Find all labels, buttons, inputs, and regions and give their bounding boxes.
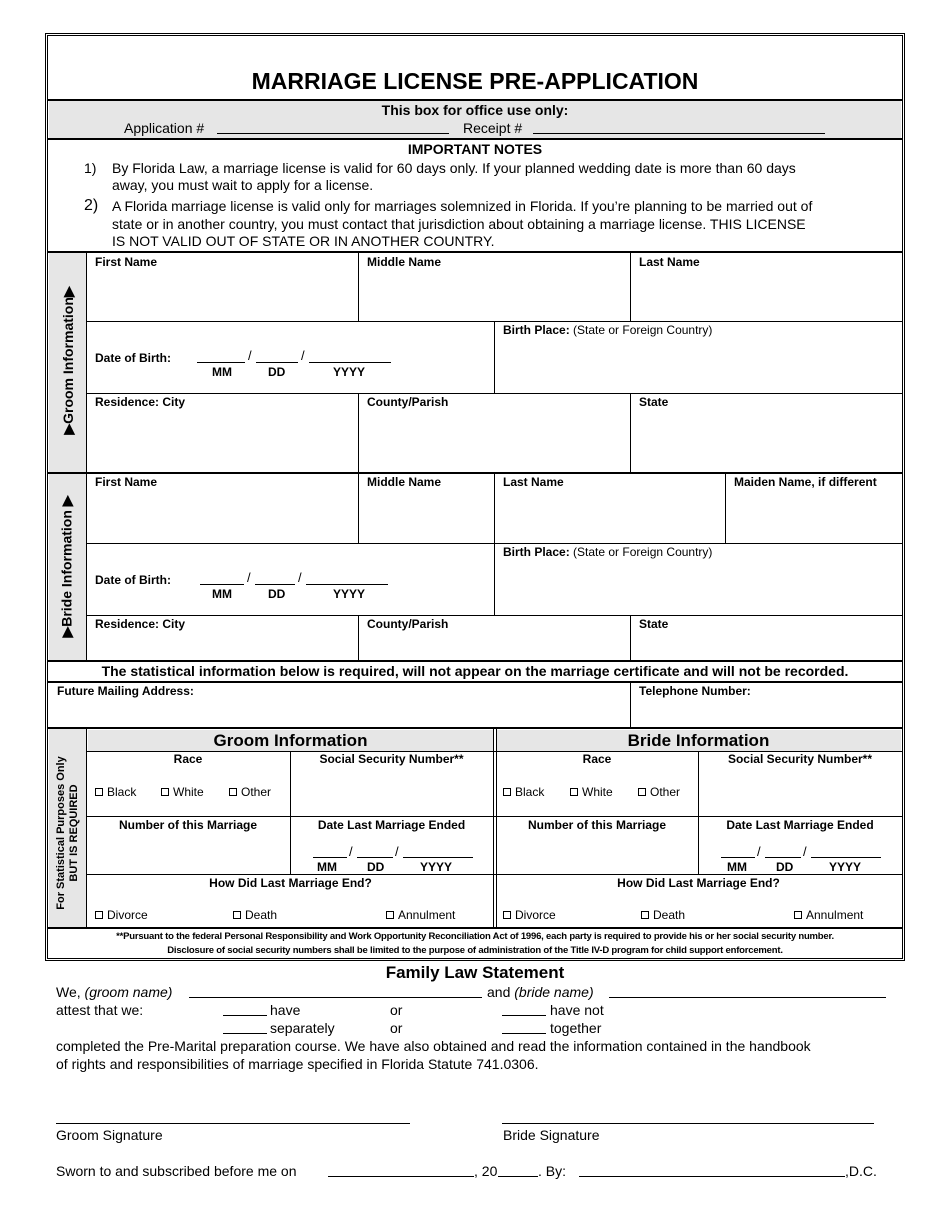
groom-number-marriage-label: Number of this Marriage: [118, 818, 258, 832]
groom-county-label: County/Parish: [367, 395, 449, 409]
groom-number-marriage-field[interactable]: [90, 834, 288, 872]
have-not-label: have not: [550, 1002, 604, 1018]
bride-dob-day-field[interactable]: [255, 584, 295, 585]
checkbox-icon[interactable]: [638, 788, 646, 796]
groom-city-label: Residence: City: [95, 395, 186, 409]
bride-race-black-label: Black: [515, 785, 545, 799]
bride-name-field[interactable]: [609, 997, 886, 998]
groom-dob-yyyy-label: YYYY: [333, 365, 366, 379]
sworn-year-field[interactable]: [498, 1176, 538, 1177]
groom-birth-place-field[interactable]: [496, 340, 900, 392]
bride-number-marriage-label: Number of this Marriage: [527, 818, 667, 832]
groom-divorce-label: Divorce: [107, 908, 148, 922]
bride-signature-field[interactable]: [502, 1123, 874, 1124]
statement-we: We,: [56, 984, 81, 1000]
statement-and: and: [487, 984, 511, 1000]
groom-ended-month-field[interactable]: [313, 857, 347, 858]
note-2-line-3: IS NOT VALID OUT OF STATE OR IN ANOTHER COUNTRY.: [112, 233, 495, 249]
checkbox-icon[interactable]: [233, 911, 241, 919]
groom-ended-mm-label: MM: [317, 860, 337, 874]
sworn-label: Sworn to and subscribed before me on: [56, 1163, 297, 1179]
bride-state-label: State: [639, 617, 669, 631]
bride-ended-annulment-option[interactable]: [794, 908, 863, 922]
bride-ended-dd-label: DD: [776, 860, 794, 874]
by-label: . By:: [538, 1163, 567, 1179]
bride-birth-place-hint: (State or Foreign Country): [573, 545, 713, 559]
groom-race-black-label: Black: [107, 785, 137, 799]
groom-death-label: Death: [245, 908, 278, 922]
groom-race-white-option[interactable]: [161, 785, 204, 799]
bride-ended-yyyy-label: YYYY: [829, 860, 862, 874]
groom-last-name-field[interactable]: [632, 270, 900, 320]
groom-race-black-option[interactable]: [95, 785, 136, 799]
receipt-number-field[interactable]: [533, 133, 825, 134]
page-title: MARRIAGE LICENSE PRE-APPLICATION: [251, 68, 699, 94]
bride-birth-place-field[interactable]: [496, 562, 900, 614]
attest-label: attest that we:: [56, 1002, 144, 1018]
bride-maiden-name-field[interactable]: [727, 491, 900, 541]
checkbox-icon[interactable]: [95, 788, 103, 796]
statistics-side-line-1: For Statistical Purposes Only: [55, 756, 67, 910]
bride-side-label: ▶Bride Information ▶: [58, 495, 75, 638]
dc-label: ,D.C.: [845, 1163, 877, 1179]
bride-dob-label: Date of Birth:: [95, 573, 171, 587]
bride-state-field[interactable]: [632, 632, 900, 659]
bride-dob-month-field[interactable]: [200, 584, 244, 585]
bride-annulment-label: Annulment: [806, 908, 864, 922]
have-label: have: [270, 1002, 301, 1018]
groom-ended-annulment-option[interactable]: [386, 908, 455, 922]
groom-state-label: State: [639, 395, 669, 409]
together-field[interactable]: [502, 1033, 546, 1034]
groom-ended-divorce-option[interactable]: [95, 908, 148, 922]
note-2-number: 2): [84, 197, 99, 214]
bride-ended-month-field[interactable]: [721, 857, 755, 858]
bride-ended-slash-1: /: [757, 844, 761, 859]
bride-middle-name-label: Middle Name: [367, 475, 442, 489]
bride-county-label: County/Parish: [367, 617, 449, 631]
groom-dob-month-field[interactable]: [197, 362, 245, 363]
separately-field[interactable]: [223, 1033, 267, 1034]
together-label: together: [550, 1020, 602, 1036]
stats-bride-heading: Bride Information: [627, 731, 770, 750]
bride-last-name-field[interactable]: [496, 491, 723, 541]
groom-ended-year-field[interactable]: [403, 857, 473, 858]
groom-ended-slash-2: /: [395, 844, 399, 859]
bride-ssn-label: Social Security Number**: [727, 752, 873, 766]
bride-dob-mm-label: MM: [212, 587, 232, 601]
groom-county-field[interactable]: [360, 411, 628, 471]
bride-ended-death-option[interactable]: [641, 908, 685, 922]
bride-signature-label: Bride Signature: [503, 1127, 600, 1143]
groom-dob-year-field[interactable]: [309, 362, 391, 363]
bride-last-name-label: Last Name: [503, 475, 564, 489]
office-use-heading: This box for office use only:: [381, 102, 569, 118]
groom-middle-name-field[interactable]: [360, 270, 628, 320]
note-2-line-1: A Florida marriage license is valid only for marriages solemnized in Florida. If you’re planning to be married out of: [112, 198, 813, 214]
telephone-label: Telephone Number:: [639, 684, 751, 698]
receipt-label: Receipt #: [463, 120, 523, 136]
mailing-address-field[interactable]: [52, 699, 628, 726]
checkbox-icon[interactable]: [641, 911, 649, 919]
clerk-field[interactable]: [579, 1176, 845, 1177]
bride-birth-place-label: Birth Place:: [503, 545, 570, 559]
or-label-2: or: [390, 1020, 403, 1036]
bride-city-field[interactable]: [88, 632, 356, 659]
groom-birth-place-hint: (State or Foreign Country): [573, 323, 713, 337]
have-field[interactable]: [223, 1015, 267, 1016]
bride-dob-yyyy-label: YYYY: [333, 587, 366, 601]
separately-label: separately: [270, 1020, 335, 1036]
groom-name-field[interactable]: [189, 997, 482, 998]
groom-state-field[interactable]: [632, 411, 900, 471]
statistics-side-label: [55, 738, 81, 928]
groom-dob-mm-label: MM: [212, 365, 232, 379]
bride-first-name-label: First Name: [95, 475, 158, 489]
bride-name-hint: (bride name): [514, 984, 594, 1000]
checkbox-icon[interactable]: [503, 911, 511, 919]
groom-name-hint: (groom name): [84, 984, 173, 1000]
year-prefix: , 20: [474, 1163, 498, 1179]
bride-race-white-option[interactable]: [570, 785, 613, 799]
groom-city-field[interactable]: [88, 411, 356, 471]
bride-ended-day-field[interactable]: [765, 857, 801, 858]
footnote-line-2: Disclosure of social security numbers shall be limited to the purpose of administration of the Title IV-D program for child support enforcement.: [167, 945, 783, 956]
application-number-field[interactable]: [217, 133, 449, 134]
groom-how-ended-label: How Did Last Marriage End?: [209, 876, 372, 890]
groom-ended-day-field[interactable]: [357, 857, 393, 858]
bride-ended-mm-label: MM: [727, 860, 747, 874]
checkbox-icon[interactable]: [794, 911, 802, 919]
groom-first-name-field[interactable]: [88, 270, 356, 320]
groom-race-other-label: Other: [241, 785, 272, 799]
family-law-heading: Family Law Statement: [385, 963, 565, 982]
statement-body-line-1: completed the Pre-Marital preparation course. We have also obtained and read the information contained in the handbook: [56, 1038, 811, 1054]
bride-race-label: Race: [582, 752, 612, 766]
note-1-line-1: By Florida Law, a marriage license is valid for 60 days only. If your planned wedding date is more than 60 days: [112, 160, 796, 176]
groom-birth-place-label: Birth Place:: [503, 323, 570, 337]
groom-signature-field[interactable]: [56, 1123, 410, 1124]
stats-groom-heading: Groom Information: [213, 731, 368, 750]
statistics-side-line-2: BUT IS REQUIRED: [68, 784, 80, 882]
application-label: Application #: [124, 120, 205, 136]
bride-date-ended-label: Date Last Marriage Ended: [726, 818, 874, 832]
checkbox-icon[interactable]: [503, 788, 511, 796]
checkbox-icon[interactable]: [229, 788, 237, 796]
bride-county-field[interactable]: [360, 632, 628, 659]
groom-ended-death-option[interactable]: [233, 908, 277, 922]
bride-city-label: Residence: City: [95, 617, 186, 631]
groom-ended-slash-1: /: [349, 844, 353, 859]
bride-dob-slash-1: /: [247, 570, 251, 585]
mailing-address-label: Future Mailing Address:: [57, 684, 194, 698]
telephone-field[interactable]: [632, 699, 900, 726]
groom-middle-name-label: Middle Name: [367, 255, 442, 269]
groom-dob-label: Date of Birth:: [95, 351, 171, 365]
bride-divorce-label: Divorce: [515, 908, 556, 922]
groom-annulment-label: Annulment: [398, 908, 456, 922]
groom-signature-label: Groom Signature: [56, 1127, 163, 1143]
groom-ended-dd-label: DD: [367, 860, 385, 874]
groom-last-name-label: Last Name: [639, 255, 700, 269]
groom-dob-day-field[interactable]: [256, 362, 298, 363]
bride-maiden-name-label: Maiden Name, if different: [734, 475, 877, 489]
note-2-line-2: state or in another country, you must contact that jurisdiction about obtaining a marriage license. THIS LICENSE: [112, 216, 806, 232]
groom-first-name-label: First Name: [95, 255, 158, 269]
checkbox-icon[interactable]: [161, 788, 169, 796]
groom-dob-slash-2: /: [301, 348, 305, 363]
bride-race-black-option[interactable]: [503, 785, 544, 799]
statistical-notice: The statistical information below is required, will not appear on the marriage certificate and will not be recorded.: [101, 663, 849, 679]
bride-ended-divorce-option[interactable]: [503, 908, 556, 922]
bride-ssn-field[interactable]: [700, 768, 900, 814]
groom-race-white-label: White: [173, 785, 204, 799]
bride-middle-name-field[interactable]: [360, 491, 492, 541]
groom-ssn-label: Social Security Number**: [319, 752, 464, 766]
checkbox-icon[interactable]: [95, 911, 103, 919]
bride-first-name-field[interactable]: [88, 491, 356, 541]
bride-race-white-label: White: [582, 785, 613, 799]
groom-side-label: ▶Groom Information▶: [60, 286, 76, 435]
bride-dob-year-field[interactable]: [306, 584, 388, 585]
groom-date-ended-label: Date Last Marriage Ended: [317, 818, 466, 832]
bride-ended-year-field[interactable]: [811, 857, 881, 858]
checkbox-icon[interactable]: [570, 788, 578, 796]
bride-race-other-option[interactable]: [638, 785, 680, 799]
sworn-date-field[interactable]: [328, 1176, 474, 1177]
have-not-field[interactable]: [502, 1015, 546, 1016]
bride-death-label: Death: [653, 908, 686, 922]
note-1-line-2: away, you must wait to apply for a license.: [112, 177, 374, 193]
groom-ended-yyyy-label: YYYY: [420, 860, 453, 874]
groom-ssn-field[interactable]: [292, 768, 491, 814]
bride-how-ended-label: How Did Last Marriage End?: [617, 876, 780, 890]
statement-body-line-2: of rights and responsibilities of marriage specified in Florida Statute 741.0306.: [56, 1056, 539, 1072]
important-notes-heading: IMPORTANT NOTES: [407, 141, 543, 157]
bride-ended-slash-2: /: [803, 844, 807, 859]
footnote-line-1: **Pursuant to the federal Personal Responsibility and Work Opportunity Reconciliation Act of 1996, each party is required to provide his or her social security number.: [116, 931, 834, 942]
or-label-1: or: [390, 1002, 403, 1018]
groom-dob-slash-1: /: [248, 348, 252, 363]
groom-race-label: Race: [173, 752, 203, 766]
bride-race-other-label: Other: [650, 785, 681, 799]
checkbox-icon[interactable]: [386, 911, 394, 919]
bride-number-marriage-field[interactable]: [499, 834, 696, 872]
bride-dob-dd-label: DD: [268, 587, 286, 601]
bride-dob-slash-2: /: [298, 570, 302, 585]
groom-race-other-option[interactable]: [229, 785, 271, 799]
groom-dob-dd-label: DD: [268, 365, 286, 379]
note-1-number: 1): [84, 160, 97, 176]
